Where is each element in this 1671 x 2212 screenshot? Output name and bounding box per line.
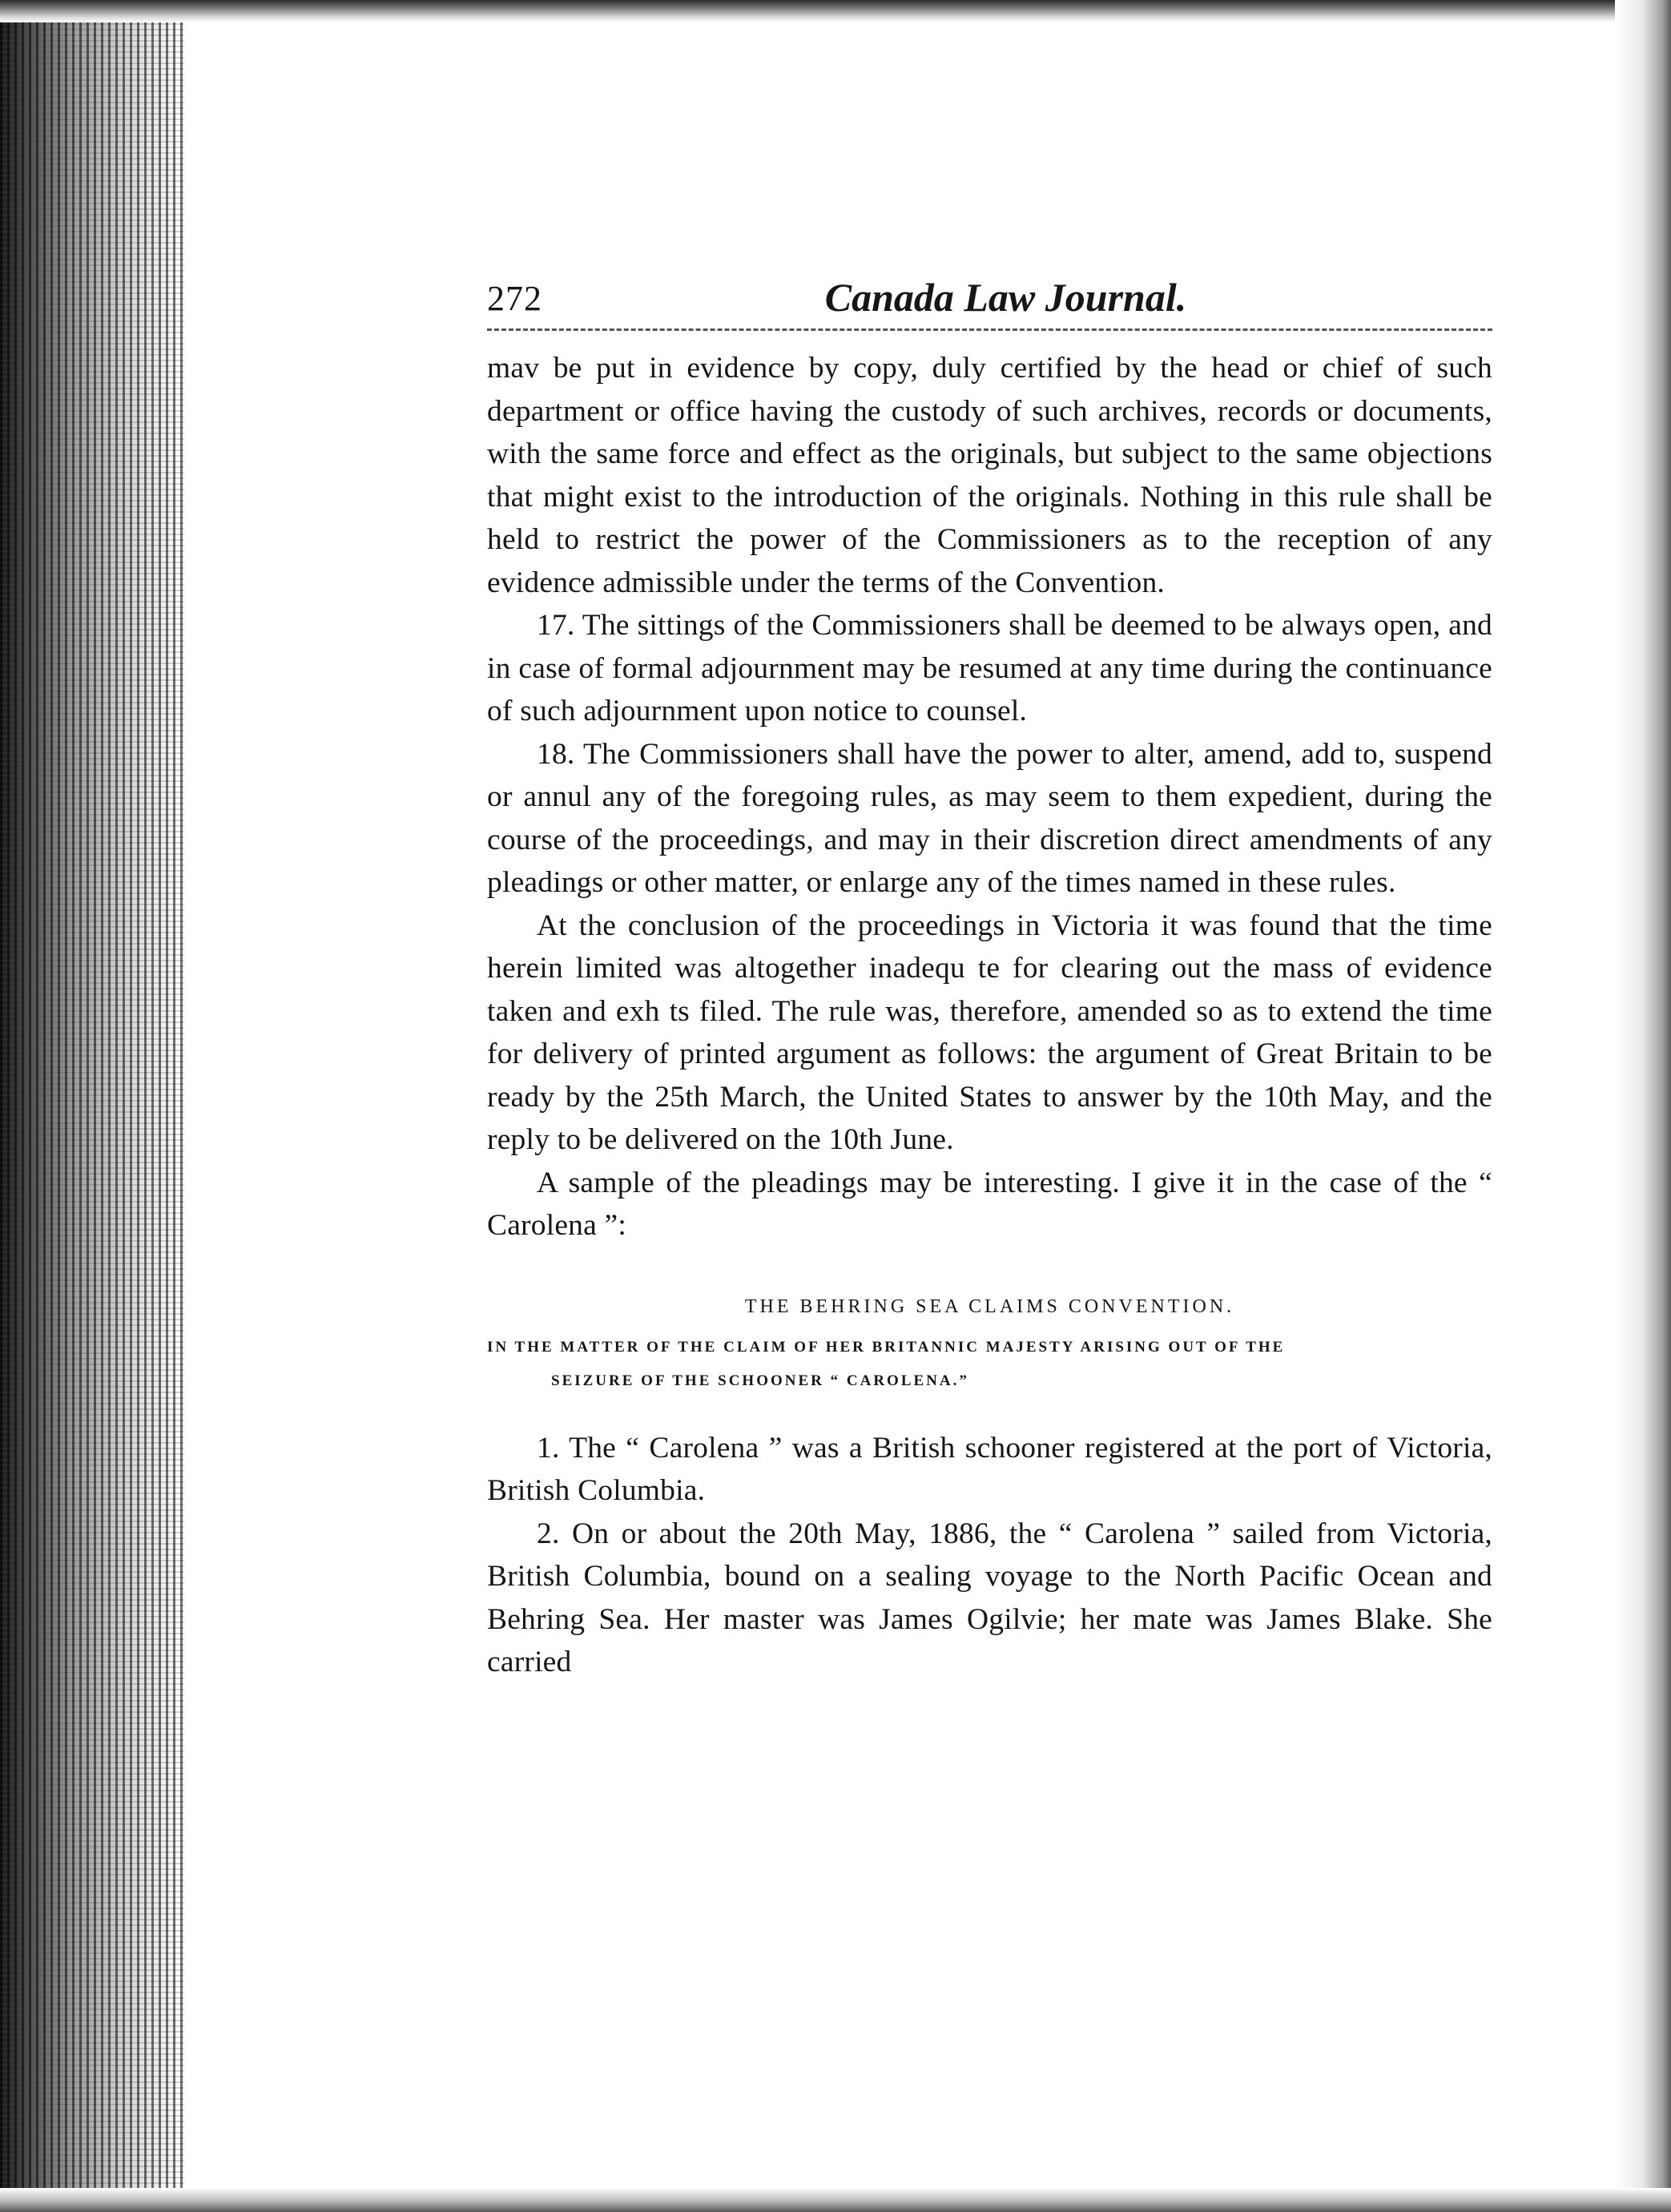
page-number: 272 bbox=[487, 279, 542, 318]
rule-17-paragraph: 17. The sittings of the Commissioners shall be deemed to be always open, and in case of formal adjournment may be resumed at any time during the continuance of such adjournment upon notice to counsel. bbox=[487, 609, 1492, 727]
matter-heading-line-1: IN THE MATTER OF THE CLAIM OF HER BRITANNIC MAJESTY ARISING OUT OF THE bbox=[487, 1338, 1286, 1356]
scan-right-edge bbox=[1615, 0, 1671, 2212]
scan-bottom-edge bbox=[0, 2188, 1671, 2212]
matter-heading-line-2: SEIZURE OF THE SCHOONER “ CAROLENA.” bbox=[551, 1372, 969, 1389]
pleading-paragraph-1: 1. The “ Carolena ” was a British schooner registered at the port of Victoria, British Columbia. bbox=[487, 1431, 1492, 1507]
matter-heading bbox=[487, 1331, 1492, 1398]
sample-pleadings-paragraph: A sample of the pleadings may be interesting. I give it in the case of the “ Carolena ”: bbox=[487, 1166, 1492, 1242]
section-heading: THE BEHRING SEA CLAIMS CONVENTION. bbox=[744, 1295, 1235, 1317]
journal-page bbox=[487, 264, 1492, 1684]
rule-18-paragraph: 18. The Commissioners shall have the power to alter, amend, add to, suspend or annul any of the foregoing rules, as may seem to them expedient, during the course of the proceedings, and may in their discretion direct amendments of any pleadings or other matter, or enlarge any of the times named in these rules. bbox=[487, 737, 1492, 899]
scan-binding-edge bbox=[0, 0, 184, 2212]
pleading-paragraph-2: 2. On or about the 20th May, 1886, the “ Carolena ” sailed from Victoria, British Columbia, bound on a sealing voyage to the North Pacific Ocean and Behring Sea. Her master was James Ogilvie; her mate was James Blake. She carried bbox=[487, 1517, 1492, 1678]
scan-top-edge bbox=[0, 0, 1671, 22]
running-title: Canada Law Journal. bbox=[824, 275, 1187, 320]
victoria-proceedings-paragraph: At the conclusion of the proceedings in Victoria it was found that the time herein limited was altogether inadequ te for clearing out the mass of evidence taken and exh ts filed. The rule was, therefore, amended so as to extend the time for delivery of printed argument as follows: the argument of Great Britain to be ready by the 25th March, the United States to answer by the 10th May, and the reply to be delivered on the 10th June. bbox=[487, 909, 1492, 1156]
page-header bbox=[487, 264, 1492, 331]
paragraph-continuation: mav be put in evidence by copy, duly certified by the head or chief of such department or office having the custody of such archives, records or documents, with the same force and effect as the originals, but subject to the same objections that might exist to the introduction of the originals. Nothing in this rule shall be held to restrict the power of the Commissioners as to the reception of any evidence admissible under the terms of the Convention. bbox=[487, 352, 1492, 599]
body-text bbox=[487, 347, 1492, 1684]
